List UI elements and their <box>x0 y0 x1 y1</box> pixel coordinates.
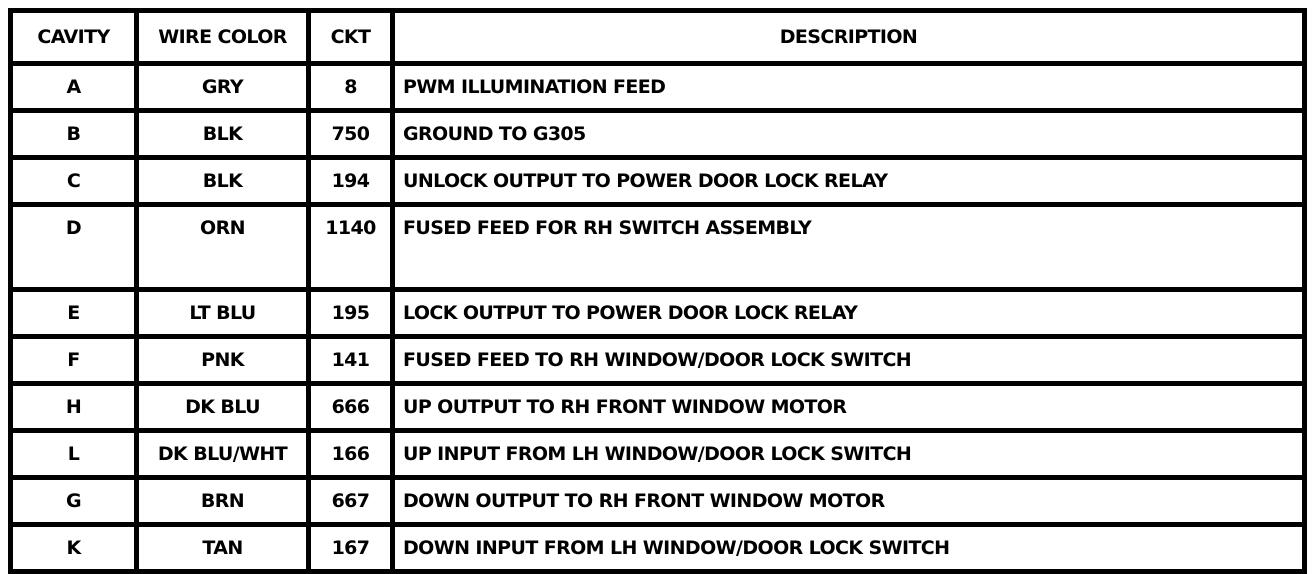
cell-description: DOWN INPUT FROM LH WINDOW/DOOR LOCK SWITCH <box>393 525 1305 572</box>
cell-cavity: L <box>11 431 137 478</box>
cell-description: UNLOCK OUTPUT TO POWER DOOR LOCK RELAY <box>393 158 1305 205</box>
header-wire-color: WIRE COLOR <box>137 11 309 64</box>
cell-wire-color: GRY <box>137 64 309 111</box>
cell-description: LOCK OUTPUT TO POWER DOOR LOCK RELAY <box>393 290 1305 337</box>
cell-wire-color: LT BLU <box>137 290 309 337</box>
cell-cavity: F <box>11 337 137 384</box>
connector-pinout-table <box>8 8 1307 574</box>
cell-wire-color: TAN <box>137 525 309 572</box>
header-row <box>11 11 1305 64</box>
table-row <box>11 478 1305 525</box>
cell-ckt: 141 <box>309 337 393 384</box>
cell-ckt: 750 <box>309 111 393 158</box>
cell-ckt: 167 <box>309 525 393 572</box>
cell-cavity: E <box>11 290 137 337</box>
cell-wire-color: BLK <box>137 158 309 205</box>
cell-ckt: 8 <box>309 64 393 111</box>
cell-ckt: 667 <box>309 478 393 525</box>
table-row <box>11 525 1305 572</box>
cell-description: PWM ILLUMINATION FEED <box>393 64 1305 111</box>
table-row <box>11 290 1305 337</box>
table-row <box>11 111 1305 158</box>
cell-ckt: 195 <box>309 290 393 337</box>
header-description: DESCRIPTION <box>393 11 1305 64</box>
header-cavity: CAVITY <box>11 11 137 64</box>
cell-cavity: H <box>11 384 137 431</box>
cell-wire-color: DK BLU/WHT <box>137 431 309 478</box>
cell-description: DOWN OUTPUT TO RH FRONT WINDOW MOTOR <box>393 478 1305 525</box>
cell-cavity: K <box>11 525 137 572</box>
cell-cavity: B <box>11 111 137 158</box>
cell-cavity: G <box>11 478 137 525</box>
cell-wire-color: BRN <box>137 478 309 525</box>
cell-description: UP INPUT FROM LH WINDOW/DOOR LOCK SWITCH <box>393 431 1305 478</box>
cell-description: UP OUTPUT TO RH FRONT WINDOW MOTOR <box>393 384 1305 431</box>
cell-ckt: 166 <box>309 431 393 478</box>
cell-wire-color: PNK <box>137 337 309 384</box>
cell-description: GROUND TO G305 <box>393 111 1305 158</box>
cell-ckt: 666 <box>309 384 393 431</box>
table-row <box>11 431 1305 478</box>
cell-wire-color: BLK <box>137 111 309 158</box>
table-body <box>11 64 1305 572</box>
connector-table-frame <box>8 8 1302 558</box>
table-row <box>11 158 1305 205</box>
cell-wire-color: DK BLU <box>137 384 309 431</box>
table-row <box>11 337 1305 384</box>
table-row <box>11 384 1305 431</box>
cell-description: FUSED FEED TO RH WINDOW/DOOR LOCK SWITCH <box>393 337 1305 384</box>
cell-cavity: C <box>11 158 137 205</box>
cell-ckt: 194 <box>309 158 393 205</box>
cell-cavity: D <box>11 205 137 290</box>
cell-ckt: 1140 <box>309 205 393 290</box>
cell-wire-color: ORN <box>137 205 309 290</box>
cell-description: FUSED FEED FOR RH SWITCH ASSEMBLY <box>393 205 1305 290</box>
header-ckt: CKT <box>309 11 393 64</box>
table-header <box>11 11 1305 64</box>
table-row <box>11 64 1305 111</box>
cell-cavity: A <box>11 64 137 111</box>
table-row <box>11 205 1305 290</box>
